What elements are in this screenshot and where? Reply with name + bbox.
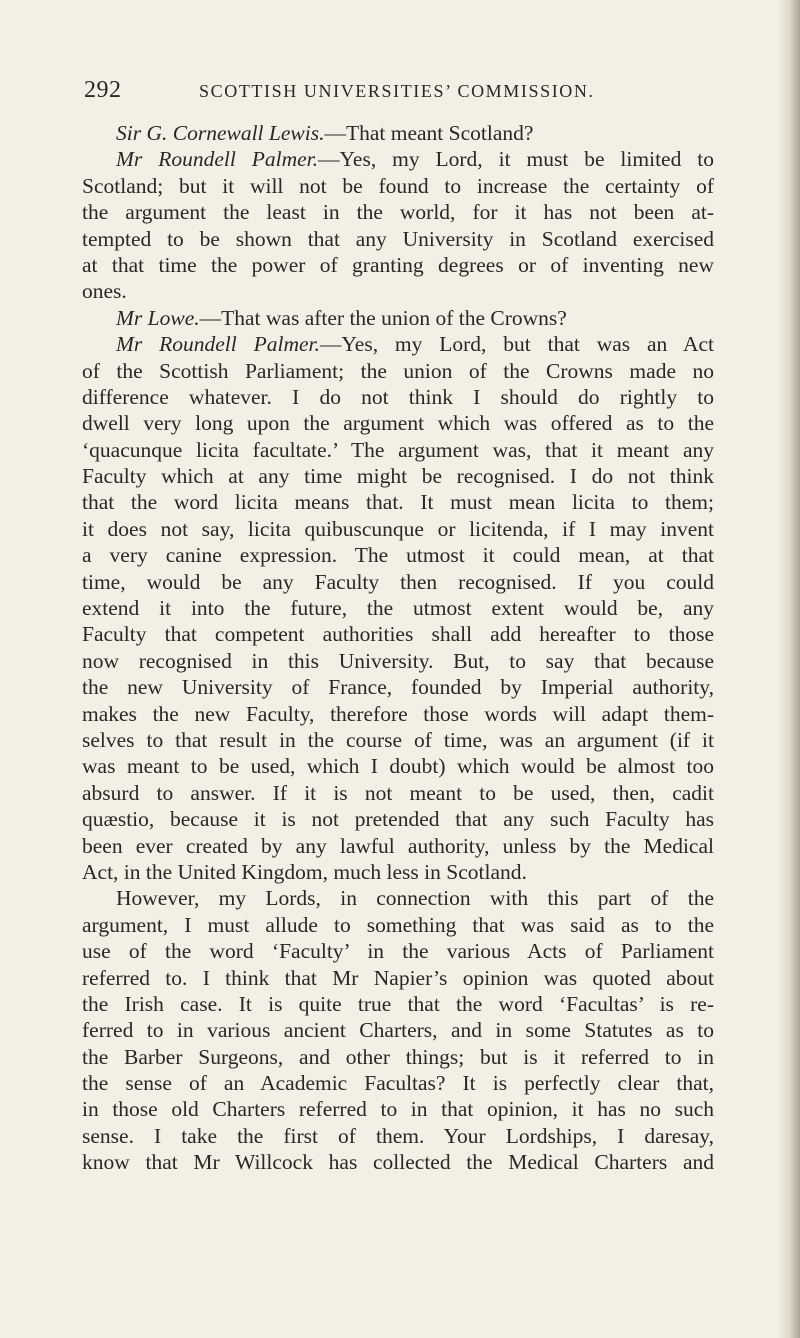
text-line: selves to that result in the course of time, was an argument (if it [82, 727, 714, 752]
text-line: Faculty which at any time might be recognised. I do not think [82, 464, 714, 489]
running-head: SCOTTISH UNIVERSITIES’ COMMISSION. [199, 81, 595, 101]
text-line: However, my Lords, in connection with this part of the [116, 886, 714, 911]
text-line: Faculty that competent authorities shall add hereafter to those [82, 622, 714, 647]
page-number: 292 [84, 77, 122, 103]
text-line: Mr Roundell Palmer.—Yes, my Lord, it must be limited to [116, 147, 714, 172]
speaker-name: Mr Roundell Palmer. [116, 147, 319, 172]
text-line: the Irish case. It is quite true that the word ‘Facultas’ is re- [82, 991, 714, 1016]
text-line: argument, I must allude to something that was said as to the [82, 912, 714, 937]
speaker-name: Mr Roundell Palmer. [116, 332, 320, 357]
text-line: now recognised in this University. But, to say that because [82, 648, 714, 673]
text-line: Scotland; but it will not be found to increase the certainty of [82, 173, 714, 198]
text-line: sense. I take the first of them. Your Lordships, I daresay, [82, 1123, 714, 1148]
text-line: the sense of an Academic Facultas? It is perfectly clear that, [82, 1071, 714, 1096]
page-edge-shadow [778, 0, 800, 1338]
text-line: the Barber Surgeons, and other things; but is it referred to in [82, 1044, 714, 1069]
text-line: that the word licita means that. It must mean licita to them; [82, 490, 714, 515]
text-line: use of the word ‘Faculty’ in the various Acts of Parliament [82, 939, 714, 964]
text-line: the argument the least in the world, for it has not been at- [82, 200, 714, 225]
text-line: the new University of France, founded by Imperial authority, [82, 675, 714, 700]
text-line: of the Scottish Parliament; the union of the Crowns made no [82, 358, 714, 383]
text-line: quæstio, because it is not pretended that any such Faculty has [82, 807, 714, 832]
text-line: time, would be any Faculty then recognised. If you could [82, 569, 714, 594]
text-line: Act, in the United Kingdom, much less in Scotland. [82, 859, 527, 884]
text-line: ferred to in various ancient Charters, and in some Statutes as to [82, 1018, 714, 1043]
text-line: ones. [82, 279, 127, 304]
body-text [82, 120, 714, 1176]
text-line: absurd to answer. If it is not meant to be used, then, cadit [82, 780, 714, 805]
text-line: Mr Roundell Palmer.—Yes, my Lord, but that was an Act [116, 332, 714, 357]
text-line: extend it into the future, the utmost extent would be, any [82, 596, 714, 621]
text-line: makes the new Faculty, therefore those words will adapt them- [82, 701, 714, 726]
page-header [84, 77, 712, 107]
text-line: been ever created by any lawful authority, unless by the Medical [82, 833, 714, 858]
text-line: Sir G. Cornewall Lewis.—That meant Scotland? [116, 121, 534, 145]
text-line: it does not say, licita quibuscunque or licitenda, if I may invent [82, 516, 714, 541]
text-line: in those old Charters referred to in that opinion, it has no such [82, 1097, 714, 1122]
speaker-name: Mr Lowe. [116, 305, 200, 330]
text-line: referred to. I think that Mr Napier’s opinion was quoted about [82, 965, 714, 990]
text-line: ‘quacunque licita facultate.’ The argument was, that it meant any [82, 437, 714, 462]
text-line: dwell very long upon the argument which was offered as to the [82, 411, 714, 436]
speaker-name: Sir G. Cornewall Lewis. [116, 121, 325, 145]
text-line: difference whatever. I do not think I should do rightly to [82, 384, 714, 409]
text-line: at that time the power of granting degrees or of inventing new [82, 252, 714, 277]
text-line: was meant to be used, which I doubt) which would be almost too [82, 754, 714, 779]
text-line: Mr Lowe.—That was after the union of the Crowns? [116, 305, 567, 330]
text-line: tempted to be shown that any University in Scotland exercised [82, 226, 714, 251]
text-line: know that Mr Willcock has collected the Medical Charters and [82, 1150, 714, 1175]
text-line: a very canine expression. The utmost it could mean, at that [82, 543, 714, 568]
